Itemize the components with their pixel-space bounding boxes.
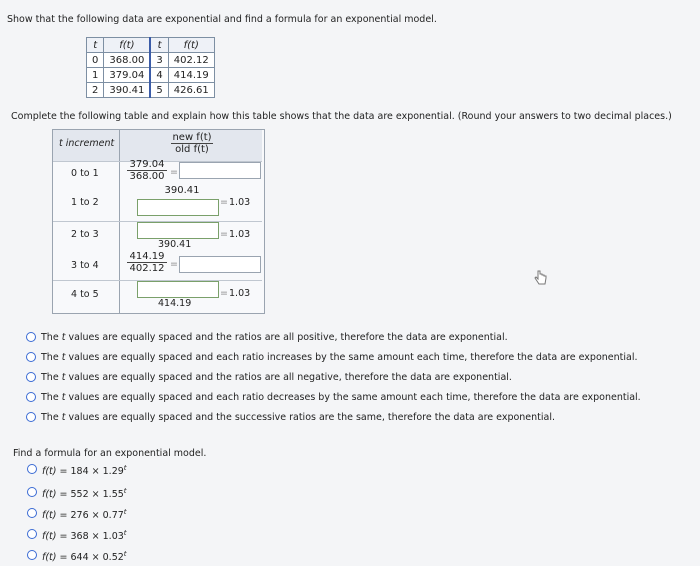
numerator-input[interactable] xyxy=(137,222,219,239)
cell: 5 xyxy=(150,83,168,98)
formula-label[interactable]: $f(t) = 276 \times 0.77^t$ xyxy=(42,508,127,522)
ratio-answer-input[interactable] xyxy=(179,256,261,273)
cell: 402.12 xyxy=(168,53,214,68)
row-label: 4 to 5 xyxy=(71,289,99,300)
header-t: t xyxy=(150,38,168,53)
formula-label[interactable]: $f(t) = 368 \times 1.03^t$ xyxy=(42,529,127,543)
cell: 426.61 xyxy=(168,83,214,98)
data-table xyxy=(86,37,215,98)
radio-button[interactable] xyxy=(27,529,37,539)
cell: 4 xyxy=(150,68,168,83)
numerator: 414.19 xyxy=(129,251,165,262)
instruction-text: Complete the following table and explain how this table shows that the data are exponential. (Round your answers to two decimal places.) xyxy=(11,111,672,122)
radio-button[interactable] xyxy=(26,332,36,342)
radio-button[interactable] xyxy=(27,464,37,474)
formula-prompt: Find a formula for an exponential model. xyxy=(13,448,207,459)
header-ratio xyxy=(171,132,213,155)
cell: 0 xyxy=(87,53,104,68)
ratio-fraction xyxy=(127,251,167,274)
header-ft: f(t) xyxy=(168,38,214,53)
radio-button[interactable] xyxy=(26,412,36,422)
cell: 390.41 xyxy=(104,83,151,98)
equals-sign: = xyxy=(220,229,228,240)
header-denominator: old f(t) xyxy=(171,143,213,155)
ratio-result: 1.03 xyxy=(229,229,251,240)
ratio-answer-input[interactable] xyxy=(179,162,261,179)
table-row xyxy=(87,53,215,68)
denominator: 414.19 xyxy=(158,298,192,309)
denominator: 368.00 xyxy=(127,170,167,182)
radio-button[interactable] xyxy=(27,487,37,497)
ratio-table xyxy=(52,129,265,314)
cell: 379.04 xyxy=(104,68,151,83)
radio-button[interactable] xyxy=(26,352,36,362)
header-t: t xyxy=(87,38,104,53)
ratio-fraction xyxy=(138,185,208,196)
radio-button[interactable] xyxy=(26,372,36,382)
row-label: 3 to 4 xyxy=(71,260,99,271)
radio-button[interactable] xyxy=(26,392,36,402)
header-t-increment: t increment xyxy=(59,138,115,149)
cursor-hand-icon xyxy=(534,270,548,286)
option-label[interactable]: The t values are equally spaced and the successive ratios are the same, therefore the data are exponential. xyxy=(41,412,556,423)
ratio-fraction xyxy=(127,159,167,182)
denominator: 390.41 xyxy=(158,239,192,250)
cell: 368.00 xyxy=(104,53,151,68)
table-row xyxy=(87,68,215,83)
numerator: 379.04 xyxy=(129,159,165,170)
radio-button[interactable] xyxy=(27,508,37,518)
denominator: 402.12 xyxy=(127,262,167,274)
table-row xyxy=(87,83,215,98)
equals-sign: = xyxy=(220,197,228,208)
header-ft: f(t) xyxy=(104,38,151,53)
option-label[interactable]: The t values are equally spaced and the ratios are all negative, therefore the data are exponential. xyxy=(41,372,512,383)
cell: 3 xyxy=(150,53,168,68)
cell: 414.19 xyxy=(168,68,214,83)
row-label: 0 to 1 xyxy=(71,168,99,179)
row-label: 2 to 3 xyxy=(71,229,99,240)
row-label: 1 to 2 xyxy=(71,197,99,208)
denominator-input[interactable] xyxy=(137,199,219,216)
ratio-result: 1.03 xyxy=(229,197,251,208)
header-numerator: new f(t) xyxy=(172,132,212,143)
formula-label[interactable]: $f(t) = 552 \times 1.55^t$ xyxy=(42,487,127,501)
option-label[interactable]: The t values are equally spaced and each ratio increases by the same amount each time, therefore the data are exponential. xyxy=(41,352,638,363)
equals-sign: = xyxy=(220,288,228,299)
equals-sign: = xyxy=(170,259,178,270)
question-text: Show that the following data are exponential and find a formula for an exponential model. xyxy=(7,14,437,25)
numerator: 390.41 xyxy=(164,185,200,196)
cell: 2 xyxy=(87,83,104,98)
formula-label[interactable]: $f(t) = 644 \times 0.52^t$ xyxy=(42,550,127,564)
ratio-result: 1.03 xyxy=(229,288,251,299)
cell: 1 xyxy=(87,68,104,83)
numerator-input[interactable] xyxy=(137,281,219,298)
radio-button[interactable] xyxy=(27,550,37,560)
option-label[interactable]: The t values are equally spaced and the ratios are all positive, therefore the data are exponential. xyxy=(41,332,508,343)
formula-label[interactable]: $f(t) = 184 \times 1.29^t$ xyxy=(42,464,127,478)
option-label[interactable]: The t values are equally spaced and each ratio decreases by the same amount each time, therefore the data are exponential. xyxy=(41,392,641,403)
equals-sign: = xyxy=(170,167,178,178)
